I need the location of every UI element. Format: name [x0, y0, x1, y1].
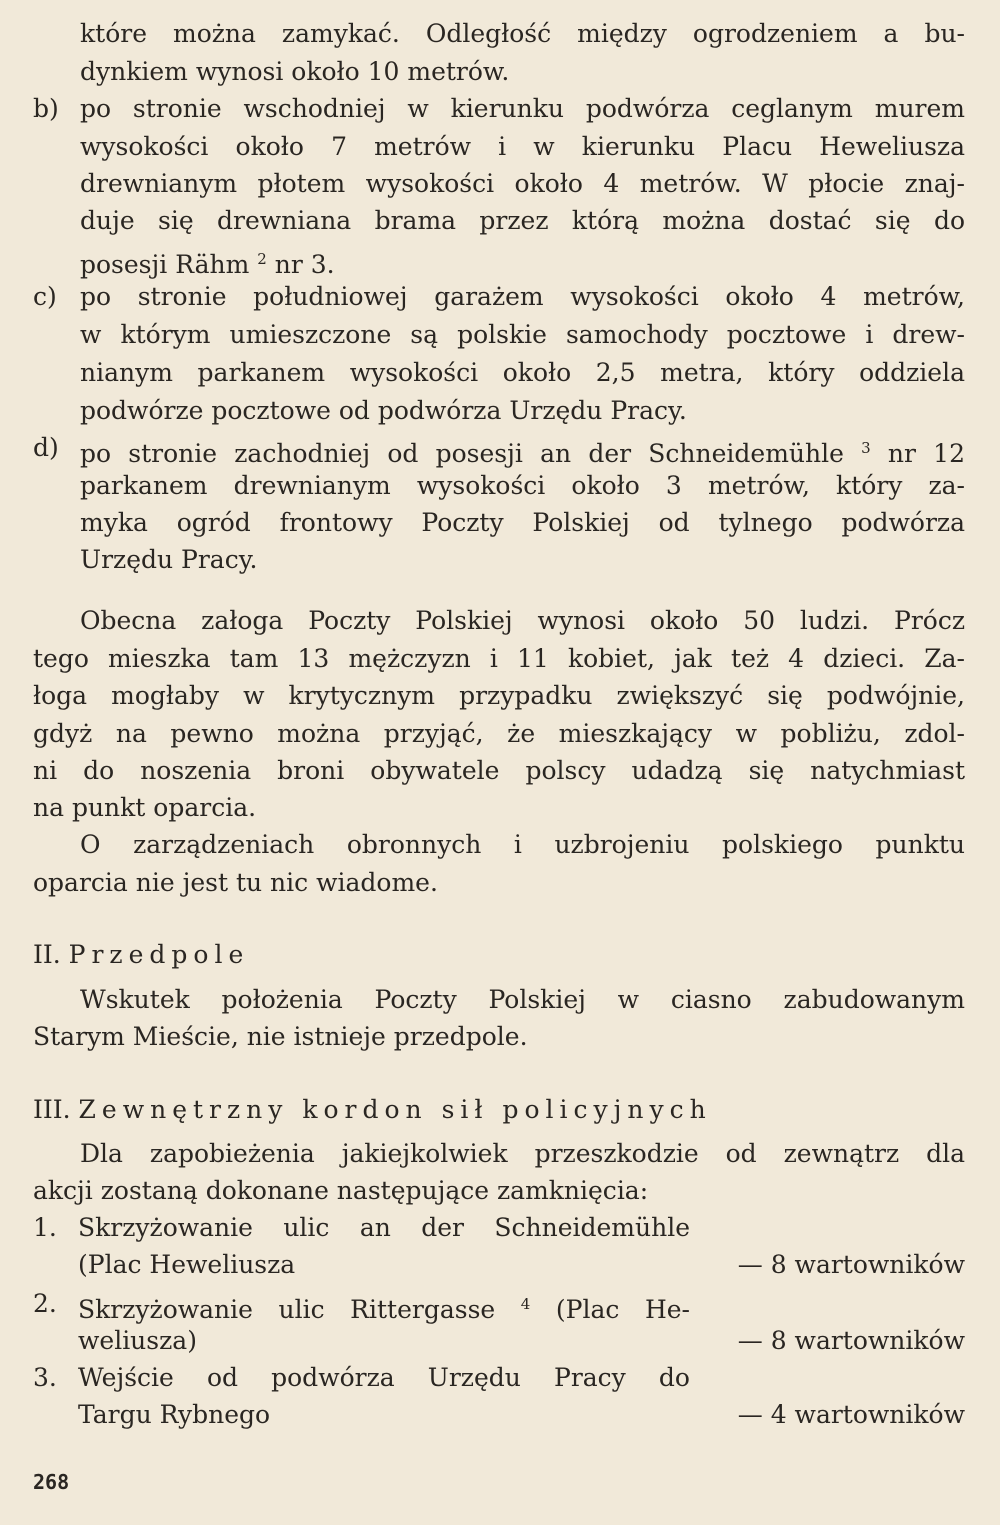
section-heading: [33, 1091, 965, 1129]
entry-line: Targu Rybnego: [78, 1400, 271, 1429]
entry-line: [78, 1285, 690, 1323]
section-number: II.: [33, 940, 61, 969]
section-title: Przedpole: [68, 940, 250, 969]
line-text: posesji Rähm: [80, 250, 250, 279]
list-item-label: d): [33, 433, 59, 462]
paragraph-line: łoga mogłaby w krytycznym przypadku zwiększyć się podwójnie,: [33, 681, 965, 710]
paragraph-line: Wskutek położenia Poczty Polskiej w ciasno zabudowanym: [80, 985, 965, 1014]
line-text: po stronie zachodniej od posesji an der Schneidemühle: [80, 439, 844, 468]
entry-count: — 4 wartowników: [737, 1400, 965, 1429]
list-item-line: nianym parkanem wysokości około 2,5 metra, który oddziela: [80, 358, 965, 387]
page-number: 268: [33, 1470, 70, 1494]
section-title: Zewnętrzny kordon sił policyjnych: [78, 1095, 712, 1124]
entry-line: (Plac Heweliusza: [78, 1250, 296, 1279]
entry-line: weliusza): [78, 1326, 197, 1355]
list-item-label: c): [33, 282, 57, 311]
paragraph-line: akcji zostaną dokonane następujące zamknięcia:: [33, 1176, 649, 1205]
entry-line: Wejście od podwórza Urzędu Pracy do: [78, 1363, 690, 1392]
list-item-line: podwórze pocztowe od podwórza Urzędu Pracy.: [80, 396, 687, 425]
list-item-line: Urzędu Pracy.: [80, 545, 258, 574]
list-item-line: drewnianym płotem wysokości około 4 metrów. W płocie znaj-: [80, 169, 965, 198]
list-item-line: parkanem drewnianym wysokości około 3 metrów, który za-: [80, 471, 965, 500]
list-item-line: po stronie wschodniej w kierunku podwórza ceglanym murem: [80, 94, 965, 123]
paragraph-line: oparcia nie jest tu nic wiadome.: [33, 868, 438, 897]
entry-number: 3.: [33, 1363, 57, 1392]
list-item-line: [80, 240, 965, 278]
paragraph-line: dynkiem wynosi około 10 metrów.: [80, 57, 510, 86]
footnote-mark: 4: [520, 1295, 531, 1313]
paragraph-line: które można zamykać. Odległość między ogrodzeniem a bu-: [80, 19, 965, 48]
entry-number: 1.: [33, 1213, 57, 1242]
footnote-mark: 2: [257, 250, 267, 268]
entry-line: Skrzyżowanie ulic an der Schneidemühle: [78, 1213, 690, 1242]
entry-count: — 8 wartowników: [737, 1326, 965, 1355]
footnote-mark: 3: [861, 439, 871, 457]
paragraph-line: tego mieszka tam 13 mężczyzn i 11 kobiet, jak też 4 dzieci. Za-: [33, 644, 965, 673]
paragraph-line: O zarządzeniach obronnych i uzbrojeniu polskiego punktu: [80, 830, 965, 859]
entry-number: 2.: [33, 1289, 57, 1318]
list-item-line: duje się drewniana brama przez którą można dostać się do: [80, 206, 965, 235]
line-text: nr 3.: [266, 250, 335, 279]
paragraph-line: gdyż na pewno można przyjąć, że mieszkający w pobliżu, zdol-: [33, 719, 965, 748]
list-item-line: w którym umieszczone są polskie samochody pocztowe i drew-: [80, 320, 965, 349]
paragraph-line: ni do noszenia broni obywatele polscy udadzą się natychmiast: [33, 756, 965, 785]
list-item-line: po stronie południowej garażem wysokości około 4 metrów,: [80, 282, 965, 311]
line-text: Skrzyżowanie ulic Rittergasse: [78, 1295, 496, 1324]
section-heading: [33, 936, 965, 974]
list-item-line: wysokości około 7 metrów i w kierunku Placu Heweliusza: [80, 132, 965, 161]
paragraph-line: na punkt oparcia.: [33, 793, 257, 822]
paragraph-line: Dla zapobieżenia jakiejkolwiek przeszkodzie od zewnątrz dla: [80, 1139, 965, 1168]
line-text: nr 12: [870, 439, 965, 468]
section-number: III.: [33, 1095, 71, 1124]
paragraph-line: Obecna załoga Poczty Polskiej wynosi około 50 ludzi. Prócz: [80, 606, 965, 635]
list-item-line: [80, 429, 965, 467]
list-item-line: myka ogród frontowy Poczty Polskiej od tylnego podwórza: [80, 508, 965, 537]
line-text: (Plac He-: [530, 1295, 690, 1324]
list-item-label: b): [33, 94, 59, 123]
entry-count: — 8 wartowników: [737, 1250, 965, 1279]
paragraph-line: Starym Mieście, nie istnieje przedpole.: [33, 1022, 528, 1051]
